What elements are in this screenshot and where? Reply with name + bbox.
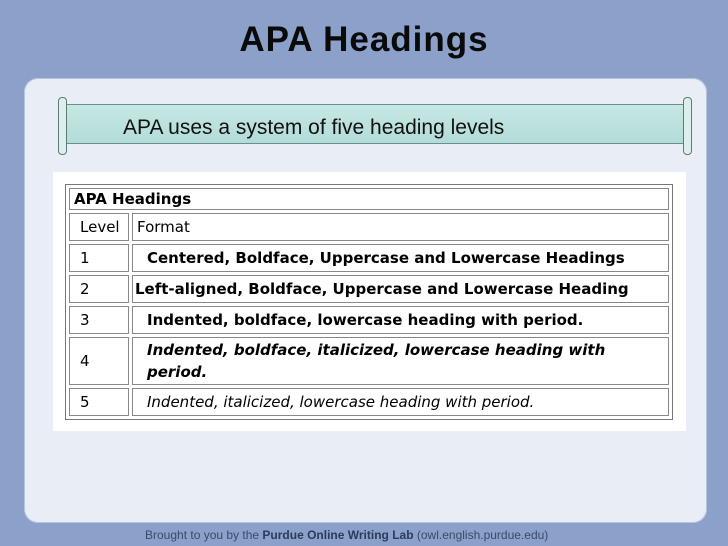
format-cell: Indented, italicized, lowercase heading with period.	[132, 388, 669, 416]
table-row	[69, 244, 669, 272]
format-cell: Indented, boldface, lowercase heading with period.	[132, 306, 669, 334]
table-row	[69, 388, 669, 416]
table-caption-row	[69, 188, 669, 210]
banner-text: APA uses a system of five heading levels	[123, 116, 505, 139]
footer-org: Purdue Online Writing Lab	[262, 528, 414, 542]
format-cell: Indented, boldface, italicized, lowercase heading with period.	[132, 337, 669, 385]
table-image	[53, 172, 686, 431]
level-cell: 4	[69, 337, 129, 385]
level-cell: 1	[69, 244, 129, 272]
table-header-row	[69, 213, 669, 241]
scroll-curl-left	[58, 97, 67, 155]
table-row	[69, 275, 669, 303]
level-cell: 3	[69, 306, 129, 334]
footer-prefix: Brought to you by the	[145, 528, 260, 542]
column-header-level: Level	[69, 213, 129, 241]
column-header-format: Format	[132, 213, 669, 241]
scroll-curl-right	[683, 97, 692, 155]
table-row	[69, 337, 669, 385]
format-cell: Centered, Boldface, Uppercase and Lowercase Headings	[132, 244, 669, 272]
table-caption: APA Headings	[69, 188, 669, 210]
footer-url: (owl.english.purdue.edu)	[416, 528, 549, 542]
footer-credit	[145, 528, 548, 542]
scroll-banner-body	[62, 104, 688, 144]
level-cell: 2	[69, 275, 129, 303]
format-cell: Left-aligned, Boldface, Uppercase and Lowercase Heading	[132, 275, 669, 303]
apa-headings-table	[65, 184, 673, 420]
level-cell: 5	[69, 388, 129, 416]
slide-title: APA Headings	[239, 20, 489, 59]
scroll-banner	[58, 101, 692, 147]
table-row	[69, 306, 669, 334]
